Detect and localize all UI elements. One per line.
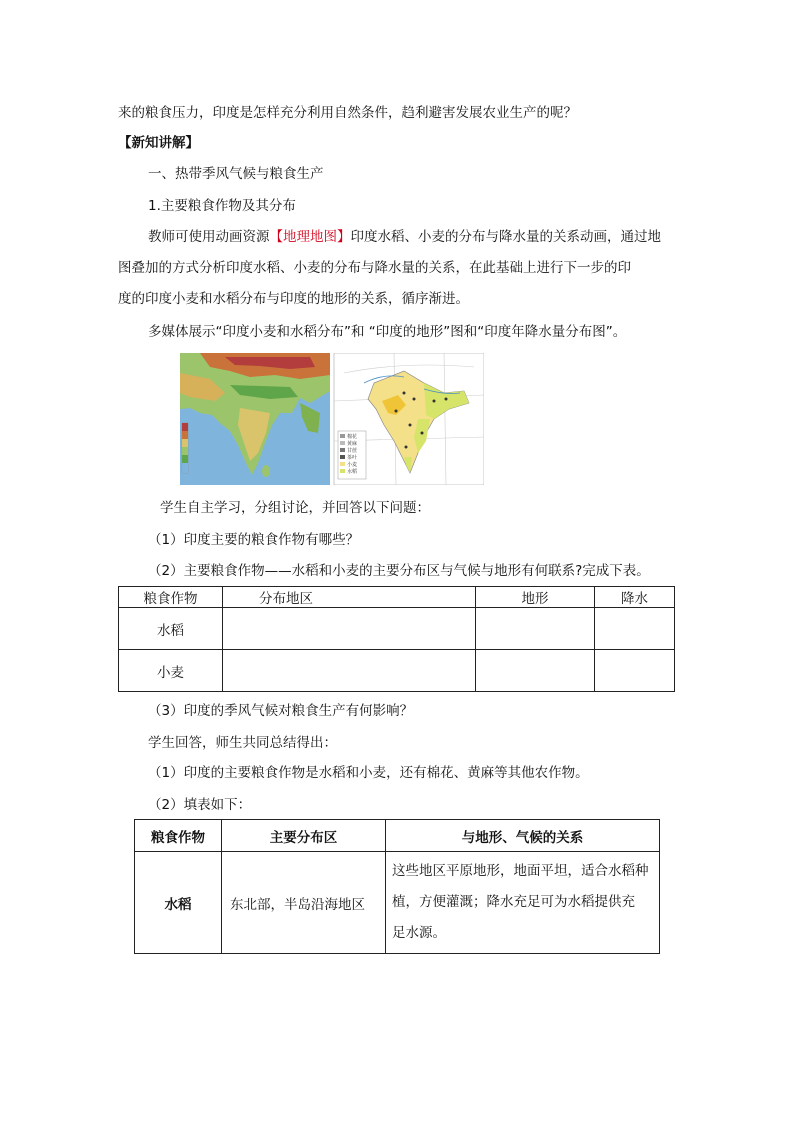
- table2-cell-area: 东北部，半岛沿海地区: [222, 852, 386, 954]
- table1-cell-empty[interactable]: [223, 650, 476, 692]
- question-3: （3）印度的季风气候对粮食生产有何影响？: [148, 703, 414, 719]
- subheading-monsoon-grain: 一、热带季风气候与粮食生产: [148, 166, 324, 182]
- relation-line: 这些地区平原地形，地面平坦，适合水稻种: [392, 863, 649, 879]
- table2-header-area: 主要分布区: [222, 820, 386, 852]
- table-row: [135, 852, 660, 954]
- paragraph-multimedia: 多媒体展示“印度小麦和水稻分布”和 “印度的地形”图和“印度年降水量分布图”。: [148, 324, 627, 340]
- legend-tea: 茶叶: [347, 455, 358, 461]
- india-terrain-map: [180, 353, 330, 485]
- text-prefix: 教师可使用动画资源: [148, 229, 270, 245]
- resource-link-geography-map[interactable]: 【地理地图】: [269, 229, 351, 245]
- table1-header-area: 分布地区: [223, 587, 476, 608]
- table1-cell-empty[interactable]: [476, 608, 595, 650]
- india-maps-image: [180, 353, 484, 485]
- answer-1: （1）印度的主要粮食作物是水稻和小麦，还有棉花、黄麻等其他农作物。: [148, 765, 589, 781]
- table2-cell-relation: [386, 852, 660, 954]
- india-crop-distribution-map: [334, 353, 484, 485]
- table2-header-relation: 与地形、气候的关系: [386, 820, 660, 852]
- table2-cell-rice: 水稻: [135, 852, 222, 954]
- paragraph-self-study: 学生自主学习，分组讨论，并回答以下问题：: [160, 500, 430, 516]
- text-suffix: 印度水稻、小麦的分布与降水量的关系动画，通过地: [350, 229, 661, 245]
- paragraph-summary-intro: 学生回答，师生共同总结得出：: [148, 735, 337, 751]
- legend-rice: 水稻: [347, 469, 358, 475]
- paragraph-continued-2: 度的印度小麦和水稻分布与印度的地形的关系，循序渐进。: [118, 291, 469, 307]
- table1-cell-empty[interactable]: [595, 608, 675, 650]
- section-heading-new-knowledge: 【新知讲解】: [118, 135, 199, 151]
- table-row: [119, 650, 675, 692]
- legend-jute: 黄麻: [347, 441, 358, 447]
- answer-table: [134, 819, 660, 954]
- table1-cell-rice: 水稻: [119, 608, 223, 650]
- table1-cell-wheat: 小麦: [119, 650, 223, 692]
- table1-cell-empty[interactable]: [476, 650, 595, 692]
- legend-sugarcane: 甘蔗: [347, 448, 358, 454]
- question-1: （1）印度主要的粮食作物有哪些？: [148, 532, 360, 548]
- paragraph-intro: 来的粮食压力，印度是怎样充分利用自然条件，趋利避害发展农业生产的呢？: [118, 105, 577, 121]
- paragraph-continued-1: 图叠加的方式分析印度水稻、小麦的分布与降水量的关系，在此基础上进行下一步的印: [118, 260, 631, 276]
- worksheet-table: [118, 586, 675, 692]
- relation-line: 植，方便灌溉；降水充足可为水稻提供充: [392, 894, 635, 910]
- question-2: （2）主要粮食作物——水稻和小麦的主要分布区与气候与地形有何联系?完成下表。: [148, 563, 650, 579]
- table1-cell-empty[interactable]: [595, 650, 675, 692]
- table1-cell-empty[interactable]: [223, 608, 476, 650]
- answer-2: （2）填表如下：: [148, 797, 252, 813]
- legend-cotton: 棉花: [347, 434, 358, 440]
- paragraph-teacher-resource: [148, 227, 661, 247]
- table1-header-crop: 粮食作物: [119, 587, 223, 608]
- legend-wheat: 小麦: [347, 462, 358, 468]
- relation-line: 足水源。: [392, 925, 446, 941]
- table1-header-terrain: 地形: [476, 587, 595, 608]
- table-row: [119, 608, 675, 650]
- table2-header-crop: 粮食作物: [135, 820, 222, 852]
- subheading-main-crops: 1.主要粮食作物及其分布: [148, 198, 296, 214]
- table1-header-rainfall: 降水: [595, 587, 675, 608]
